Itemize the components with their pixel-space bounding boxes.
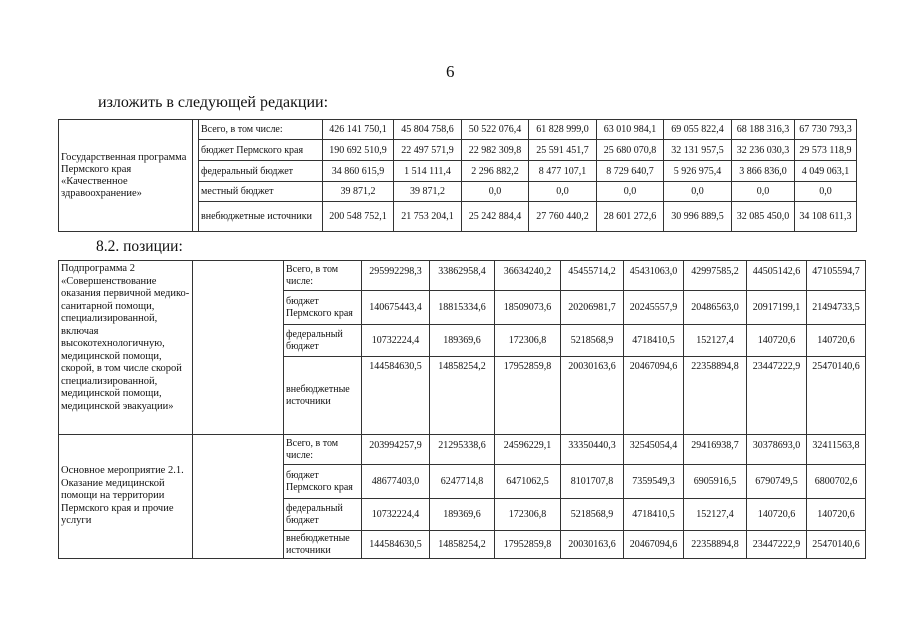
value-cell: 6905916,5 [684, 465, 747, 499]
row-label: федеральный бюджет [199, 161, 323, 182]
value-cell: 50 522 076,4 [462, 120, 529, 140]
value-cell: 0,0 [664, 182, 732, 202]
value-cell: 48677403,0 [362, 465, 430, 499]
value-cell: 67 730 793,3 [795, 120, 857, 140]
value-cell: 42997585,2 [684, 261, 747, 291]
value-cell: 7359549,3 [624, 465, 684, 499]
value-cell: 140720,6 [807, 325, 866, 357]
value-cell: 5 926 975,4 [664, 161, 732, 182]
value-cell: 1 514 111,4 [394, 161, 462, 182]
row-label: внебюджетные источники [199, 202, 323, 232]
value-cell: 203994257,9 [362, 435, 430, 465]
intro-text: изложить в следующей редакции: [98, 94, 329, 111]
row-label: бюджет Пермского края [284, 465, 362, 499]
value-cell: 44505142,6 [747, 261, 807, 291]
value-cell: 189369,6 [430, 325, 495, 357]
value-cell: 0,0 [795, 182, 857, 202]
value-cell: 140720,6 [747, 325, 807, 357]
value-cell: 21295338,6 [430, 435, 495, 465]
value-cell: 10732224,4 [362, 325, 430, 357]
row-label: Всего, в том числе: [284, 261, 362, 291]
subprogram-table [58, 260, 866, 559]
spacer-cell [193, 261, 284, 435]
table-row [59, 120, 857, 140]
value-cell: 61 828 999,0 [529, 120, 597, 140]
row-label: бюджет Пермского края [199, 140, 323, 161]
value-cell: 20030163,6 [561, 357, 624, 435]
value-cell: 25470140,6 [807, 357, 866, 435]
value-cell: 20030163,6 [561, 531, 624, 559]
value-cell: 22358894,8 [684, 357, 747, 435]
value-cell: 8 729 640,7 [597, 161, 664, 182]
value-cell: 20245557,9 [624, 291, 684, 325]
row-label: Всего, в том числе: [199, 120, 323, 140]
value-cell: 295992298,3 [362, 261, 430, 291]
value-cell: 25 242 884,4 [462, 202, 529, 232]
value-cell: 34 860 615,9 [323, 161, 394, 182]
value-cell: 140720,6 [807, 499, 866, 531]
value-cell: 8101707,8 [561, 465, 624, 499]
row-label: местный бюджет [199, 182, 323, 202]
value-cell: 27 760 440,2 [529, 202, 597, 232]
table-row [59, 261, 866, 291]
value-cell: 0,0 [529, 182, 597, 202]
value-cell: 20486563,0 [684, 291, 747, 325]
value-cell: 3 866 836,0 [732, 161, 795, 182]
value-cell: 30378693,0 [747, 435, 807, 465]
program-name: Государственная программа Пермского края «Качественное здравоохранение» [59, 120, 193, 232]
value-cell: 144584630,5 [362, 531, 430, 559]
value-cell: 47105594,7 [807, 261, 866, 291]
value-cell: 6247714,8 [430, 465, 495, 499]
value-cell: 14858254,2 [430, 357, 495, 435]
value-cell: 63 010 984,1 [597, 120, 664, 140]
subprogram-name: Подпрограмма 2 «Совершенствование оказания первичной медико-санитарной помощи, специализированной, включая высокотехнологичную, медицинской помощи, скорой, в том числе скорой специализированной, медицинской помощи, медицинской эвакуации» [59, 261, 193, 435]
value-cell: 20467094,6 [624, 531, 684, 559]
value-cell: 426 141 750,1 [323, 120, 394, 140]
value-cell: 14858254,2 [430, 531, 495, 559]
value-cell: 10732224,4 [362, 499, 430, 531]
section-label: 8.2. позиции: [96, 238, 183, 255]
value-cell: 140720,6 [747, 499, 807, 531]
value-cell: 33862958,4 [430, 261, 495, 291]
value-cell: 22358894,8 [684, 531, 747, 559]
value-cell: 25 591 451,7 [529, 140, 597, 161]
value-cell: 39 871,2 [394, 182, 462, 202]
value-cell: 68 188 316,3 [732, 120, 795, 140]
row-label: Всего, в том числе: [284, 435, 362, 465]
value-cell: 69 055 822,4 [664, 120, 732, 140]
value-cell: 20467094,6 [624, 357, 684, 435]
value-cell: 28 601 272,6 [597, 202, 664, 232]
value-cell: 45 804 758,6 [394, 120, 462, 140]
value-cell: 25 680 070,8 [597, 140, 664, 161]
value-cell: 30 996 889,5 [664, 202, 732, 232]
value-cell: 32545054,4 [624, 435, 684, 465]
row-label: бюджет Пермского края [284, 291, 362, 325]
spacer-cell [193, 435, 284, 559]
value-cell: 4 049 063,1 [795, 161, 857, 182]
value-cell: 0,0 [732, 182, 795, 202]
value-cell: 24596229,1 [495, 435, 561, 465]
value-cell: 4718410,5 [624, 325, 684, 357]
value-cell: 6800702,6 [807, 465, 866, 499]
value-cell: 23447222,9 [747, 531, 807, 559]
value-cell: 189369,6 [430, 499, 495, 531]
value-cell: 32 236 030,3 [732, 140, 795, 161]
value-cell: 33350440,3 [561, 435, 624, 465]
value-cell: 6790749,5 [747, 465, 807, 499]
value-cell: 22 497 571,9 [394, 140, 462, 161]
value-cell: 190 692 510,9 [323, 140, 394, 161]
value-cell: 32411563,8 [807, 435, 866, 465]
value-cell: 172306,8 [495, 499, 561, 531]
value-cell: 2 296 882,2 [462, 161, 529, 182]
value-cell: 152127,4 [684, 325, 747, 357]
page-number: 6 [446, 62, 455, 81]
value-cell: 20917199,1 [747, 291, 807, 325]
table-row [59, 435, 866, 465]
value-cell: 172306,8 [495, 325, 561, 357]
value-cell: 0,0 [597, 182, 664, 202]
value-cell: 18815334,6 [430, 291, 495, 325]
value-cell: 32 085 450,0 [732, 202, 795, 232]
row-label: федеральный бюджет [284, 325, 362, 357]
value-cell: 140675443,4 [362, 291, 430, 325]
value-cell: 39 871,2 [323, 182, 394, 202]
value-cell: 200 548 752,1 [323, 202, 394, 232]
value-cell: 45455714,2 [561, 261, 624, 291]
value-cell: 144584630,5 [362, 357, 430, 435]
value-cell: 21 753 204,1 [394, 202, 462, 232]
value-cell: 29416938,7 [684, 435, 747, 465]
value-cell: 29 573 118,9 [795, 140, 857, 161]
value-cell: 36634240,2 [495, 261, 561, 291]
value-cell: 20206981,7 [561, 291, 624, 325]
value-cell: 5218568,9 [561, 325, 624, 357]
value-cell: 45431063,0 [624, 261, 684, 291]
value-cell: 5218568,9 [561, 499, 624, 531]
value-cell: 152127,4 [684, 499, 747, 531]
activity-name: Основное мероприятие 2.1. Оказание медицинской помощи на территории Пермского края и прочие услуги [59, 435, 193, 559]
value-cell: 18509073,6 [495, 291, 561, 325]
value-cell: 32 131 957,5 [664, 140, 732, 161]
value-cell: 17952859,8 [495, 357, 561, 435]
row-label: внебюджетные источники [284, 531, 362, 559]
program-table [58, 119, 857, 232]
value-cell: 23447222,9 [747, 357, 807, 435]
row-label: внебюджетные источники [284, 357, 362, 435]
value-cell: 22 982 309,8 [462, 140, 529, 161]
value-cell: 34 108 611,3 [795, 202, 857, 232]
value-cell: 17952859,8 [495, 531, 561, 559]
row-label: федеральный бюджет [284, 499, 362, 531]
value-cell: 25470140,6 [807, 531, 866, 559]
value-cell: 21494733,5 [807, 291, 866, 325]
value-cell: 4718410,5 [624, 499, 684, 531]
value-cell: 8 477 107,1 [529, 161, 597, 182]
value-cell: 0,0 [462, 182, 529, 202]
value-cell: 6471062,5 [495, 465, 561, 499]
